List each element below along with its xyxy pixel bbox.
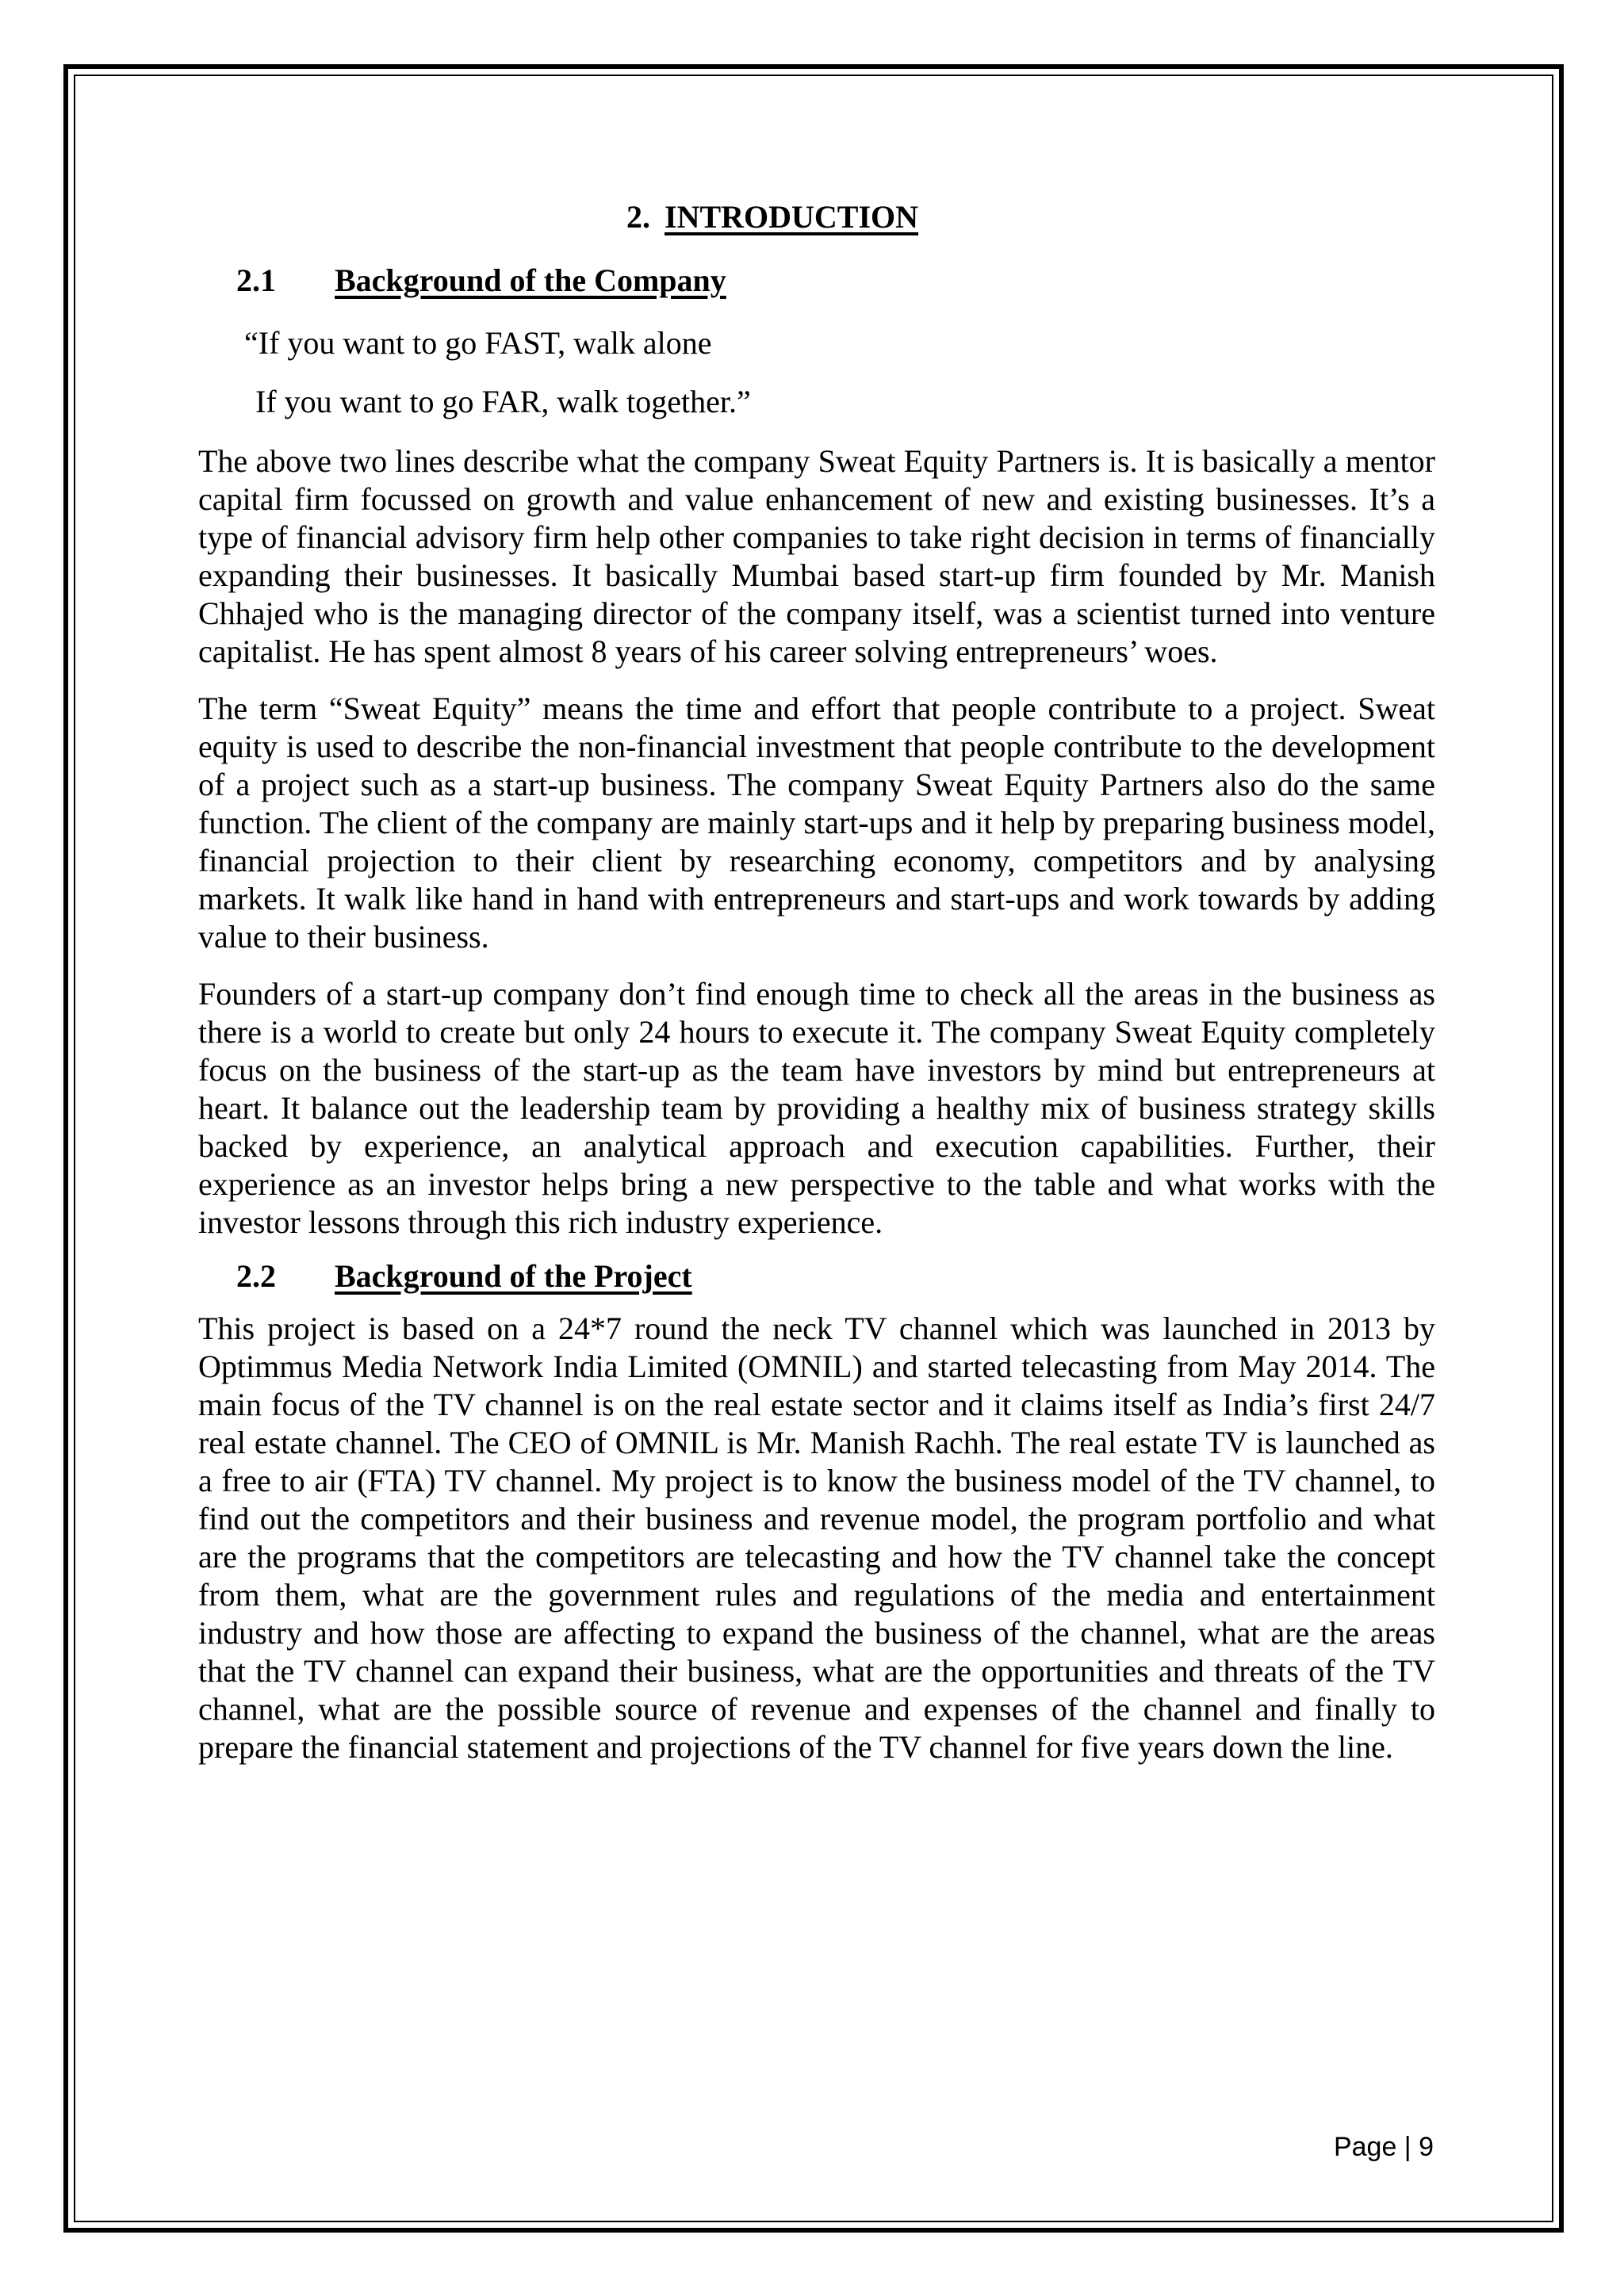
page-number: Page | 9 <box>1333 2132 1434 2162</box>
quote-line-1: “If you want to go FAST, walk alone <box>244 325 712 361</box>
chapter-heading <box>198 189 1435 246</box>
paragraph-company-3: Founders of a start-up company don’t find enough time to check all the areas in the business as there is a world to create but only 24 hours to execute it. The company Sweat Equity completely focus on the business of the start-up as the team have investors by mind but entrepreneurs at heart. It balance out the leadership team by providing a healthy mix of business strategy skills backed by experience, an analytical approach and execution capabilities. Further, their experience as an investor helps bring a new perspective to the table and what works with the investor lessons through this rich industry experience. <box>198 976 1435 1240</box>
paragraph-project-1: This project is based on a 24*7 round the neck TV channel which was launched in 2013 by Optimmus Media Network India Limited (OMNIL) and started telecasting from May 2014. The main focus of the TV channel is on the real estate sector and it claims itself as India’s first 24/7 real estate channel. The CEO of OMNIL is Mr. Manish Rachh. The real estate TV is launched as a free to air (FTA) TV channel. My project is to know the business model of the TV channel, to find out the competitors and their business and revenue model, the program portfolio and what are the programs that the competitors are telecasting and how the TV channel take the concept from them, what are the government rules and regulations of the media and entertainment industry and how those are affecting to expand the business of the channel, what are the areas that the TV channel can expand their business, what are the opportunities and threats of the TV channel, what are the possible source of revenue and expenses of the channel and finally to prepare the financial statement and projections of the TV channel for five years down the line. <box>198 1311 1435 1765</box>
document-body <box>198 189 1435 1785</box>
paragraph-company-2: The term “Sweat Equity” means the time and effort that people contribute to a project. Sweat equity is used to describe the non-financial investment that people contribute to the development of a project such as a start-up business. The company Sweat Equity Partners also do the same function. The client of the company are mainly start-ups and it help by preparing business model, financial projection to their client by researching economy, competitors and by analysing markets. It walk like hand in hand with entrepreneurs and start-ups and work towards by adding value to their business. <box>198 691 1435 955</box>
section-heading-2-2 <box>198 1253 1435 1300</box>
quote-line-2: If you want to go FAR, walk together.” <box>255 384 751 419</box>
section-title: Background of the Company <box>335 262 726 298</box>
chapter-number: 2. <box>626 199 650 235</box>
section-number: 2.1 <box>236 262 276 298</box>
chapter-title: INTRODUCTION <box>665 199 919 235</box>
section-number: 2.2 <box>236 1258 276 1294</box>
paragraph-company-1: The above two lines describe what the company Sweat Equity Partners is. It is basically a mentor capital firm focussed on growth and value enhancement of new and existing businesses. It’s a type of financial advisory firm help other companies to take right decision in terms of financially expanding their businesses. It basically Mumbai based start-up firm founded by Mr. Manish Chhajed who is the managing director of the company itself, was a scientist turned into venture capitalist. He has spent almost 8 years of his career solving entrepreneurs’ woes. <box>198 443 1435 669</box>
section-title: Background of the Project <box>335 1258 692 1294</box>
section-heading-2-1 <box>198 257 1435 304</box>
